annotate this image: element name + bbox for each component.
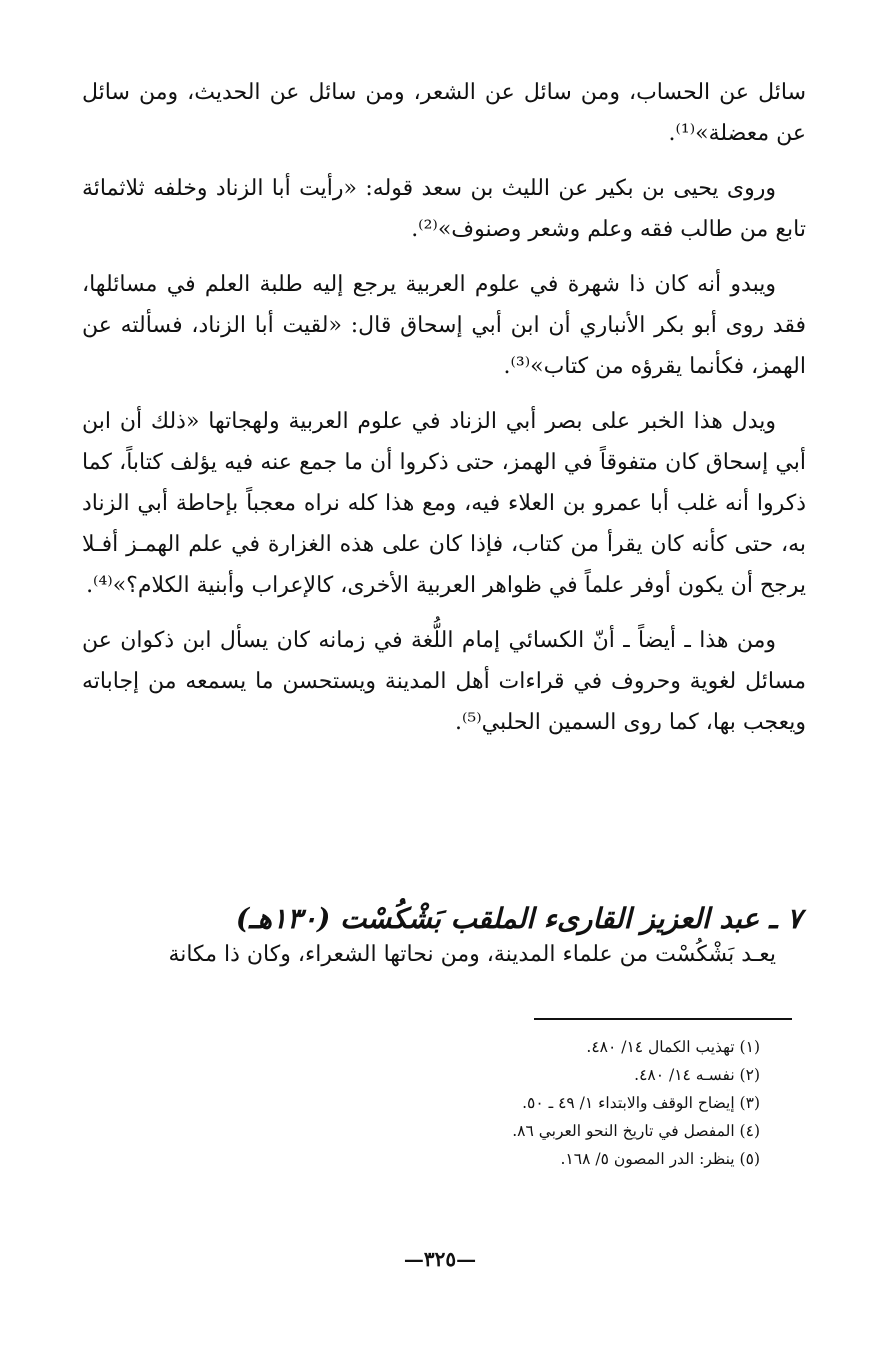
- footnote-3: (٣) إيضاح الوقف والابتداء ١/ ٤٩ ـ ٥٠.: [522, 1094, 760, 1112]
- footnotes-list: [420, 1033, 760, 1173]
- footnote-divider: [534, 1018, 792, 1020]
- footnote-2: (٢) نفسـه ١٤/ ٤٨٠.: [634, 1066, 760, 1084]
- footnote-4: (٤) المفصل في تاريخ النحو العربي ٨٦.: [512, 1122, 760, 1140]
- paragraph-5: ومن هذا ـ أيضاً ـ أنّ الكسائي إمام اللُّغة في زمانه كان يسأل ابن ذكوان عن مسائل لغوية وحروف في قراءات أهل المدينة ويستحسن ما يسمعه من إجاباته ويعجب بها، كما روى السمين الحلبي⁽⁵⁾.: [82, 628, 806, 735]
- main-text: [82, 72, 806, 757]
- page-number: —٣٢٥—: [403, 1247, 477, 1271]
- section-first-line: يعـد بَشْكُسْت من علماء المدينة، ومن نحاتها الشعراء، وكان ذا مكانة: [168, 942, 776, 967]
- footnote-5: (٥) ينظر: الدر المصون ٥/ ١٦٨.: [560, 1150, 760, 1168]
- paragraph-3: ويبدو أنه كان ذا شهرة في علوم العربية يرجع إليه طلبة العلم في مسائلها، فقد روى أبو بكر الأنباري أن ابن أبي إسحاق قال: «لقيت أبا الزناد، فسألته عن الهمز، فكأنما يقرؤه من كتاب»⁽³⁾.: [82, 272, 806, 379]
- paragraph-2: وروى يحيى بن بكير عن الليث بن سعد قوله: «رأيت أبا الزناد وخلفه ثلاثمائة تابع من طالب فقه وعلم وشعر وصنوف»⁽²⁾.: [82, 176, 806, 242]
- paragraph-4: ويدل هذا الخبر على بصر أبي الزناد في علوم العربية ولهجاتها «ذلك أن ابن أبي إسحاق كان متفوقاً في الهمز، حتى ذكروا أن ما جمع عنه فيه يؤلف كتاباً، كما ذكروا أنه غلب أبا عمرو بن العلاء فيه، ومع هذا كله نراه معجباً بإحاطة أبي الزناد به، حتى كأنه كان يقرأ من كتاب، فإذا كان على هذه الغزارة في علم الهمـز أفـلا يرجح أن يكون أوفر علماً في ظواهر العربية الأخرى، كالإعراب وأبنية الكلام؟»⁽⁴⁾.: [82, 409, 806, 598]
- paragraph-1: سائل عن الحساب، ومن سائل عن الشعر، ومن سائل عن الحديث، ومن سائل عن معضلة»⁽¹⁾.: [82, 80, 806, 146]
- footnote-1: (١) تهذيب الكمال ١٤/ ٤٨٠.: [586, 1038, 760, 1056]
- section-heading: ٧ ـ عبد العزيز القارىء الملقب بَشْكُسْت (١٣٠هـ): [235, 902, 802, 936]
